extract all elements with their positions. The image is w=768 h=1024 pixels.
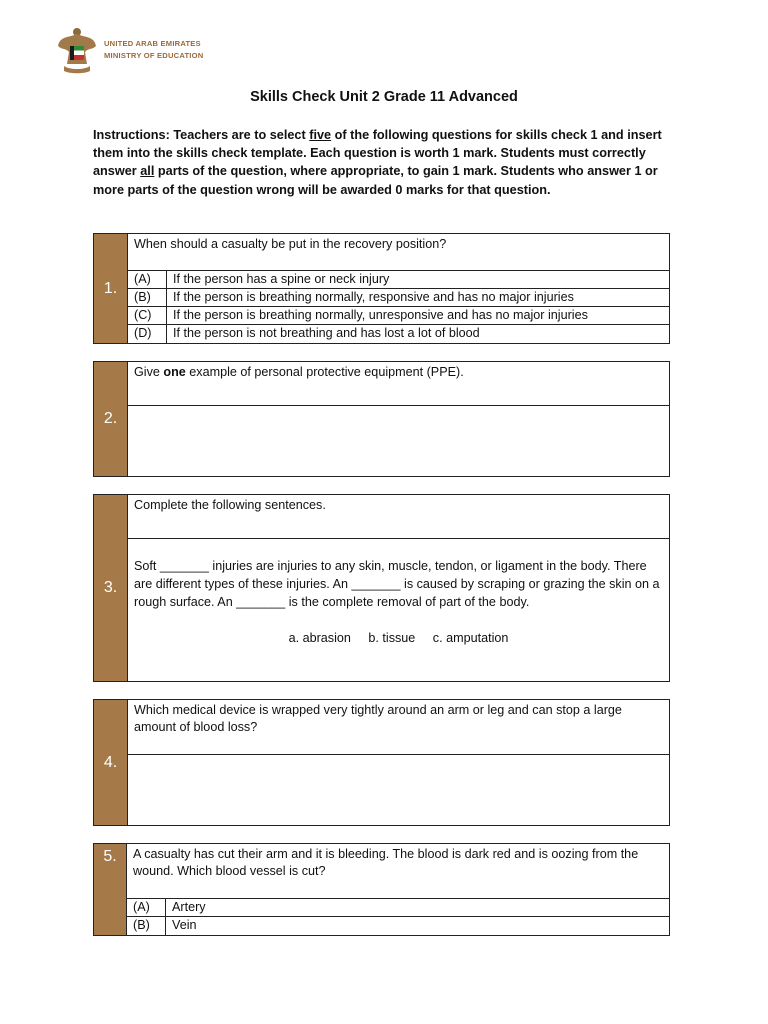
question-stem bbox=[128, 362, 669, 406]
option-letter: (A) bbox=[127, 899, 166, 916]
page-title: Skills Check Unit 2 Grade 11 Advanced bbox=[250, 89, 518, 105]
question-number: 2. bbox=[94, 362, 128, 476]
choice-abrasion: a. abrasion bbox=[288, 631, 351, 645]
option-letter: (D) bbox=[128, 325, 167, 343]
question-stem: A casualty has cut their arm and it is bleeding. The blood is dark red and is oozing from the wound. Which blood vessel is cut? bbox=[127, 844, 669, 899]
option-letter: (C) bbox=[128, 307, 167, 324]
instructions bbox=[93, 126, 683, 199]
instructions-text: of the following questions for skills check 1 and insert them into the skills check template. Each question is worth 1 mark. Students must correctly answer bbox=[93, 128, 662, 179]
question-stem: Complete the following sentences. bbox=[128, 495, 669, 539]
option-letter: (B) bbox=[127, 917, 166, 935]
option-a[interactable] bbox=[128, 271, 669, 289]
choice-amputation: c. amputation bbox=[432, 631, 509, 645]
question-1 bbox=[93, 233, 670, 344]
header bbox=[56, 26, 203, 74]
option-d[interactable] bbox=[128, 325, 669, 343]
question-number: 3. bbox=[94, 495, 128, 681]
instructions-text: Instructions: Teachers are to select bbox=[93, 128, 310, 142]
option-b[interactable] bbox=[128, 289, 669, 307]
option-text: If the person has a spine or neck injury bbox=[173, 272, 390, 286]
option-text: Vein bbox=[172, 918, 197, 932]
stem-text: Give bbox=[134, 365, 164, 379]
question-stem: Which medical device is wrapped very tightly around an arm or leg and can stop a large amount of blood loss? bbox=[128, 700, 669, 755]
question-2 bbox=[93, 361, 670, 477]
question-3 bbox=[93, 494, 670, 682]
ministry-name bbox=[104, 38, 203, 62]
options-list bbox=[127, 899, 669, 935]
question-number: 5. bbox=[94, 844, 127, 935]
question-number: 4. bbox=[94, 700, 128, 825]
stem-text: example of personal protective equipment (PPE). bbox=[185, 365, 464, 379]
choice-tissue: b. tissue bbox=[368, 631, 416, 645]
option-text: If the person is breathing normally, unresponsive and has no major injuries bbox=[173, 308, 588, 322]
option-text: If the person is not breathing and has lost a lot of blood bbox=[173, 326, 480, 340]
option-letter: (A) bbox=[128, 271, 167, 288]
question-5 bbox=[93, 843, 670, 936]
answer-area[interactable] bbox=[128, 755, 669, 825]
option-text: Artery bbox=[172, 900, 206, 914]
question-stem: When should a casualty be put in the recovery position? bbox=[128, 234, 669, 271]
question-4 bbox=[93, 699, 670, 826]
question-number: 1. bbox=[94, 234, 128, 343]
option-letter: (B) bbox=[128, 289, 167, 306]
option-c[interactable] bbox=[128, 307, 669, 325]
instructions-all: all bbox=[140, 164, 155, 179]
option-text: If the person is breathing normally, responsive and has no major injuries bbox=[173, 290, 574, 304]
word-bank bbox=[128, 629, 669, 647]
org-line1: UNITED ARAB EMIRATES bbox=[104, 39, 201, 48]
instructions-text: parts of the question, where appropriate, to gain 1 mark. Students who answer 1 or more parts of the question wrong will be awarded 0 marks for that question. bbox=[93, 164, 658, 197]
org-line2: MINISTRY OF EDUCATION bbox=[104, 51, 204, 60]
stem-bold: one bbox=[163, 365, 186, 379]
option-a[interactable] bbox=[127, 899, 669, 917]
option-b[interactable] bbox=[127, 917, 669, 935]
answer-area[interactable] bbox=[128, 406, 669, 476]
answer-area bbox=[128, 539, 669, 681]
cloze-paragraph: Soft _______ injuries are injuries to any skin, muscle, tendon, or ligament in the body. There are different types of these injuries. An _______ is caused by scraping or grazing the skin on a rough surface. An _______ is the complete removal of part of the body. bbox=[134, 559, 660, 609]
options-list bbox=[128, 271, 669, 343]
instructions-five: five bbox=[309, 128, 332, 142]
uae-emblem-icon bbox=[56, 26, 98, 74]
